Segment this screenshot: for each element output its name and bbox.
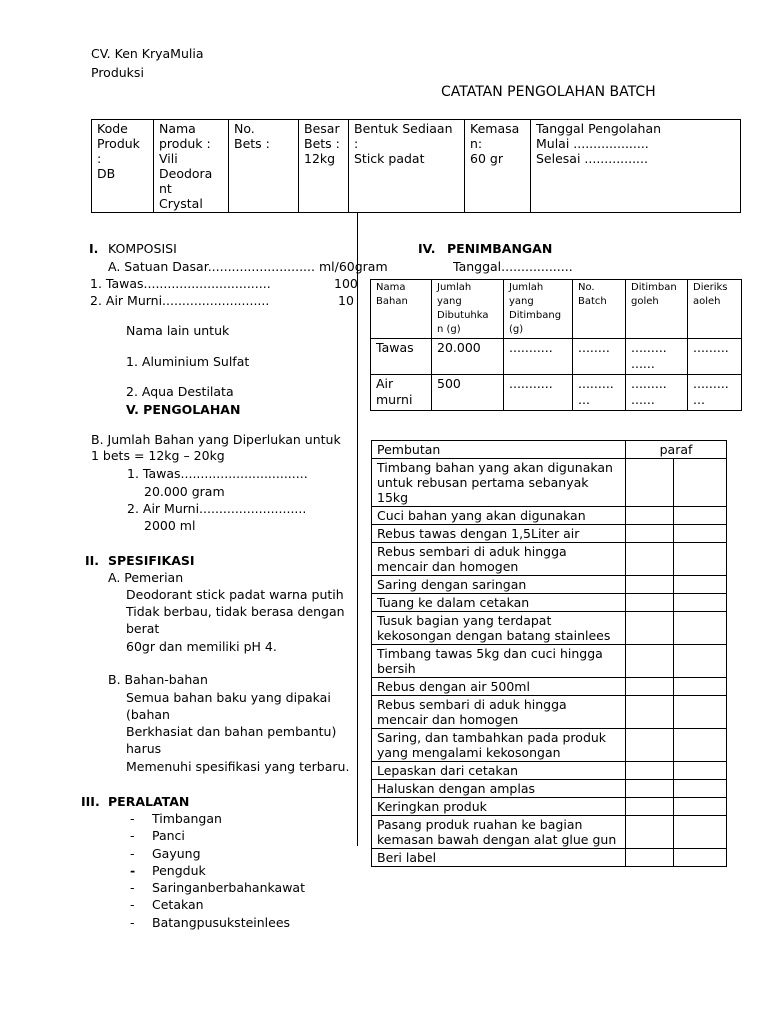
table-cell: 20.000 (432, 339, 504, 375)
pemerian-line: Deodorant stick padat warna putih (126, 587, 344, 602)
section-title-spesifikasi: SPESIFIKASI (108, 553, 195, 568)
table-cell: Tawas (371, 339, 432, 375)
peralatan-item: - Gayung (130, 846, 201, 861)
step-cell: Rebus sembari di aduk hingga mencair dan homogen (372, 543, 626, 576)
paraf-cell[interactable] (626, 525, 674, 543)
document-title: CATATAN PENGOLAHAN BATCH (441, 84, 656, 100)
paraf-cell[interactable] (674, 612, 727, 645)
bahan-bahan-line: Memenuhi spesifikasi yang terbaru. (126, 759, 350, 774)
paraf-cell[interactable] (626, 780, 674, 798)
komposisi-item-tawas-value: 100 (334, 276, 358, 291)
table-row (372, 576, 727, 594)
table-cell: ........ (573, 339, 626, 375)
step-cell: Tuang ke dalam cetakan (372, 594, 626, 612)
satuan-dasar: A. Satuan Dasar........................... ml/60gram (108, 259, 388, 274)
paraf-cell[interactable] (626, 696, 674, 729)
header-kemasan: Kemasa n: 60 gr (465, 120, 531, 213)
paraf-cell[interactable] (674, 507, 727, 525)
section-number-4: IV. (418, 241, 436, 256)
pemerian-line: Tidak berbau, tidak berasa dengan (126, 604, 345, 619)
pembutan-header: Pembutan (372, 441, 626, 459)
table-cell: 500 (432, 375, 504, 411)
pembutan-table (371, 440, 727, 867)
jumlah-bahan-bets: 1 bets = 12kg – 20kg (91, 448, 225, 463)
paraf-cell[interactable] (626, 849, 674, 867)
step-cell: Keringkan produk (372, 798, 626, 816)
table-header-row (372, 441, 727, 459)
table-row (372, 459, 727, 507)
penimbangan-tanggal: Tanggal.................. (453, 259, 573, 274)
peralatan-item: - Pengduk (130, 863, 206, 878)
paraf-cell[interactable] (626, 798, 674, 816)
step-cell: Haluskan dengan amplas (372, 780, 626, 798)
step-cell: Rebus sembari di aduk hingga mencair dan homogen (372, 696, 626, 729)
bahan-bahan-line: Semua bahan baku yang dipakai (126, 690, 331, 705)
department: Produksi (91, 65, 144, 80)
pemerian-title: A. Pemerian (108, 570, 184, 585)
paraf-cell[interactable] (626, 762, 674, 780)
table-cell: ........... (504, 339, 573, 375)
step-cell: Timbang bahan yang akan digunakan untuk rebusan pertama sebanyak 15kg (372, 459, 626, 507)
header-nama-produk: Nama produk : Vili Deodora nt Crystal (154, 120, 229, 213)
jumlah-tawas: 1. Tawas................................ (127, 466, 308, 481)
paraf-cell[interactable] (674, 576, 727, 594)
step-cell: Rebus dengan air 500ml (372, 678, 626, 696)
peralatan-item: - Panci (130, 828, 185, 843)
company-name: CV. Ken KryaMulia (91, 46, 204, 61)
table-row (372, 816, 727, 849)
paraf-cell[interactable] (626, 594, 674, 612)
step-cell: Lepaskan dari cetakan (372, 762, 626, 780)
header-bentuk-sediaan: Bentuk Sediaan : Stick padat (349, 120, 465, 213)
nama-lain-label: Nama lain untuk (126, 323, 230, 338)
table-row (372, 762, 727, 780)
pemerian-line: 60gr dan memiliki pH 4. (126, 639, 277, 654)
table-row (372, 696, 727, 729)
jumlah-tawas-value: 20.000 gram (144, 484, 225, 499)
batch-header-table (91, 119, 741, 213)
table-row (372, 507, 727, 525)
header-kode-produk: Kode Produk : DB (92, 120, 154, 213)
paraf-cell[interactable] (626, 612, 674, 645)
table-row (372, 678, 727, 696)
jumlah-bahan-title: B. Jumlah Bahan yang Diperlukan untuk (91, 432, 341, 447)
section-number-2: II. (85, 553, 100, 568)
paraf-cell[interactable] (674, 594, 727, 612)
pemerian-line: berat (126, 621, 160, 636)
column-header: Jumlah yang Ditimbang (g) (504, 280, 573, 339)
step-cell: Saring dengan saringan (372, 576, 626, 594)
komposisi-item-air-value: 10 (338, 293, 354, 308)
bahan-bahan-line: Berkhasiat dan bahan pembantu) (126, 724, 337, 739)
column-header: Dieriks aoleh (688, 280, 742, 339)
jumlah-air-value: 2000 ml (144, 518, 196, 533)
column-header: Nama Bahan (371, 280, 432, 339)
table-row (372, 849, 727, 867)
bahan-bahan-line: harus (126, 741, 162, 756)
column-header: Ditimban goleh (626, 280, 688, 339)
column-header: No. Batch (573, 280, 626, 339)
paraf-cell[interactable] (674, 696, 727, 729)
step-cell: Rebus tawas dengan 1,5Liter air (372, 525, 626, 543)
paraf-cell[interactable] (674, 729, 727, 762)
table-cell: ......... ...... (626, 339, 688, 375)
komposisi-item-air: 2. Air Murni........................... (90, 293, 270, 308)
paraf-cell[interactable] (674, 780, 727, 798)
peralatan-item: - Cetakan (130, 897, 204, 912)
paraf-cell[interactable] (674, 816, 727, 849)
peralatan-item: - Saringanberbahankawat (130, 880, 305, 895)
paraf-cell[interactable] (674, 543, 727, 576)
column-header: Jumlah yang Dibutuhka n (g) (432, 280, 504, 339)
step-cell: Beri label (372, 849, 626, 867)
table-cell: ........... (504, 375, 573, 411)
section-title-komposisi: KOMPOSISI (108, 241, 177, 256)
paraf-cell[interactable] (674, 645, 727, 678)
paraf-cell[interactable] (626, 816, 674, 849)
section-number-3: III. (81, 794, 100, 809)
komposisi-item-tawas: 1. Tawas................................ (90, 276, 271, 291)
column-divider (357, 212, 358, 846)
table-row (372, 525, 727, 543)
paraf-cell[interactable] (626, 645, 674, 678)
table-row (371, 375, 742, 411)
section-title-peralatan: PERALATAN (108, 794, 190, 809)
section-title-pengolahan: V. PENGOLAHAN (126, 402, 241, 417)
table-cell: ......... ... (573, 375, 626, 411)
alias-aluminium-sulfat: 1. Aluminium Sulfat (126, 354, 250, 369)
table-row (372, 729, 727, 762)
paraf-cell[interactable] (674, 678, 727, 696)
alias-aqua-destilata: 2. Aqua Destilata (126, 384, 234, 399)
table-row (372, 798, 727, 816)
peralatan-item: - Timbangan (130, 811, 222, 826)
paraf-cell[interactable] (674, 525, 727, 543)
table-row (372, 612, 727, 645)
step-cell: Saring, dan tambahkan pada produk yang mengalami kekosongan (372, 729, 626, 762)
table-row (372, 543, 727, 576)
paraf-cell[interactable] (626, 507, 674, 525)
table-cell: ......... (688, 339, 742, 375)
paraf-cell[interactable] (626, 576, 674, 594)
table-row (372, 780, 727, 798)
bahan-bahan-title: B. Bahan-bahan (108, 672, 208, 687)
penimbangan-table (370, 279, 742, 411)
paraf-cell[interactable] (674, 762, 727, 780)
step-cell: Cuci bahan yang akan digunakan (372, 507, 626, 525)
table-header-row (371, 280, 742, 339)
paraf-cell[interactable] (626, 543, 674, 576)
table-row (372, 594, 727, 612)
paraf-cell[interactable] (674, 849, 727, 867)
step-cell: Timbang tawas 5kg dan cuci hingga bersih (372, 645, 626, 678)
table-cell: ......... ...... (626, 375, 688, 411)
table-row (372, 645, 727, 678)
header-besar-bets: Besar Bets : 12kg (299, 120, 349, 213)
paraf-cell[interactable] (626, 459, 674, 507)
jumlah-air: 2. Air Murni........................... (127, 501, 307, 516)
section-title-penimbangan: PENIMBANGAN (447, 241, 553, 256)
table-row (371, 339, 742, 375)
paraf-cell[interactable] (674, 798, 727, 816)
peralatan-item: - Batangpusuksteinlees (130, 915, 291, 930)
bahan-bahan-line: (bahan (126, 707, 170, 722)
paraf-cell[interactable] (626, 678, 674, 696)
step-cell: Pasang produk ruahan ke bagian kemasan bawah dengan alat glue gun (372, 816, 626, 849)
header-tanggal-pengolahan: Tanggal Pengolahan Mulai ................... Selesai ................ (531, 120, 741, 213)
section-number-1: I. (89, 241, 99, 256)
table-cell: Air murni (371, 375, 432, 411)
step-cell: Tusuk bagian yang terdapat kekosongan dengan batang stainlees (372, 612, 626, 645)
paraf-header: paraf (626, 441, 727, 459)
paraf-cell[interactable] (626, 729, 674, 762)
table-cell: ......... ... (688, 375, 742, 411)
paraf-cell[interactable] (674, 459, 727, 507)
header-no-bets: No. Bets : (229, 120, 299, 213)
